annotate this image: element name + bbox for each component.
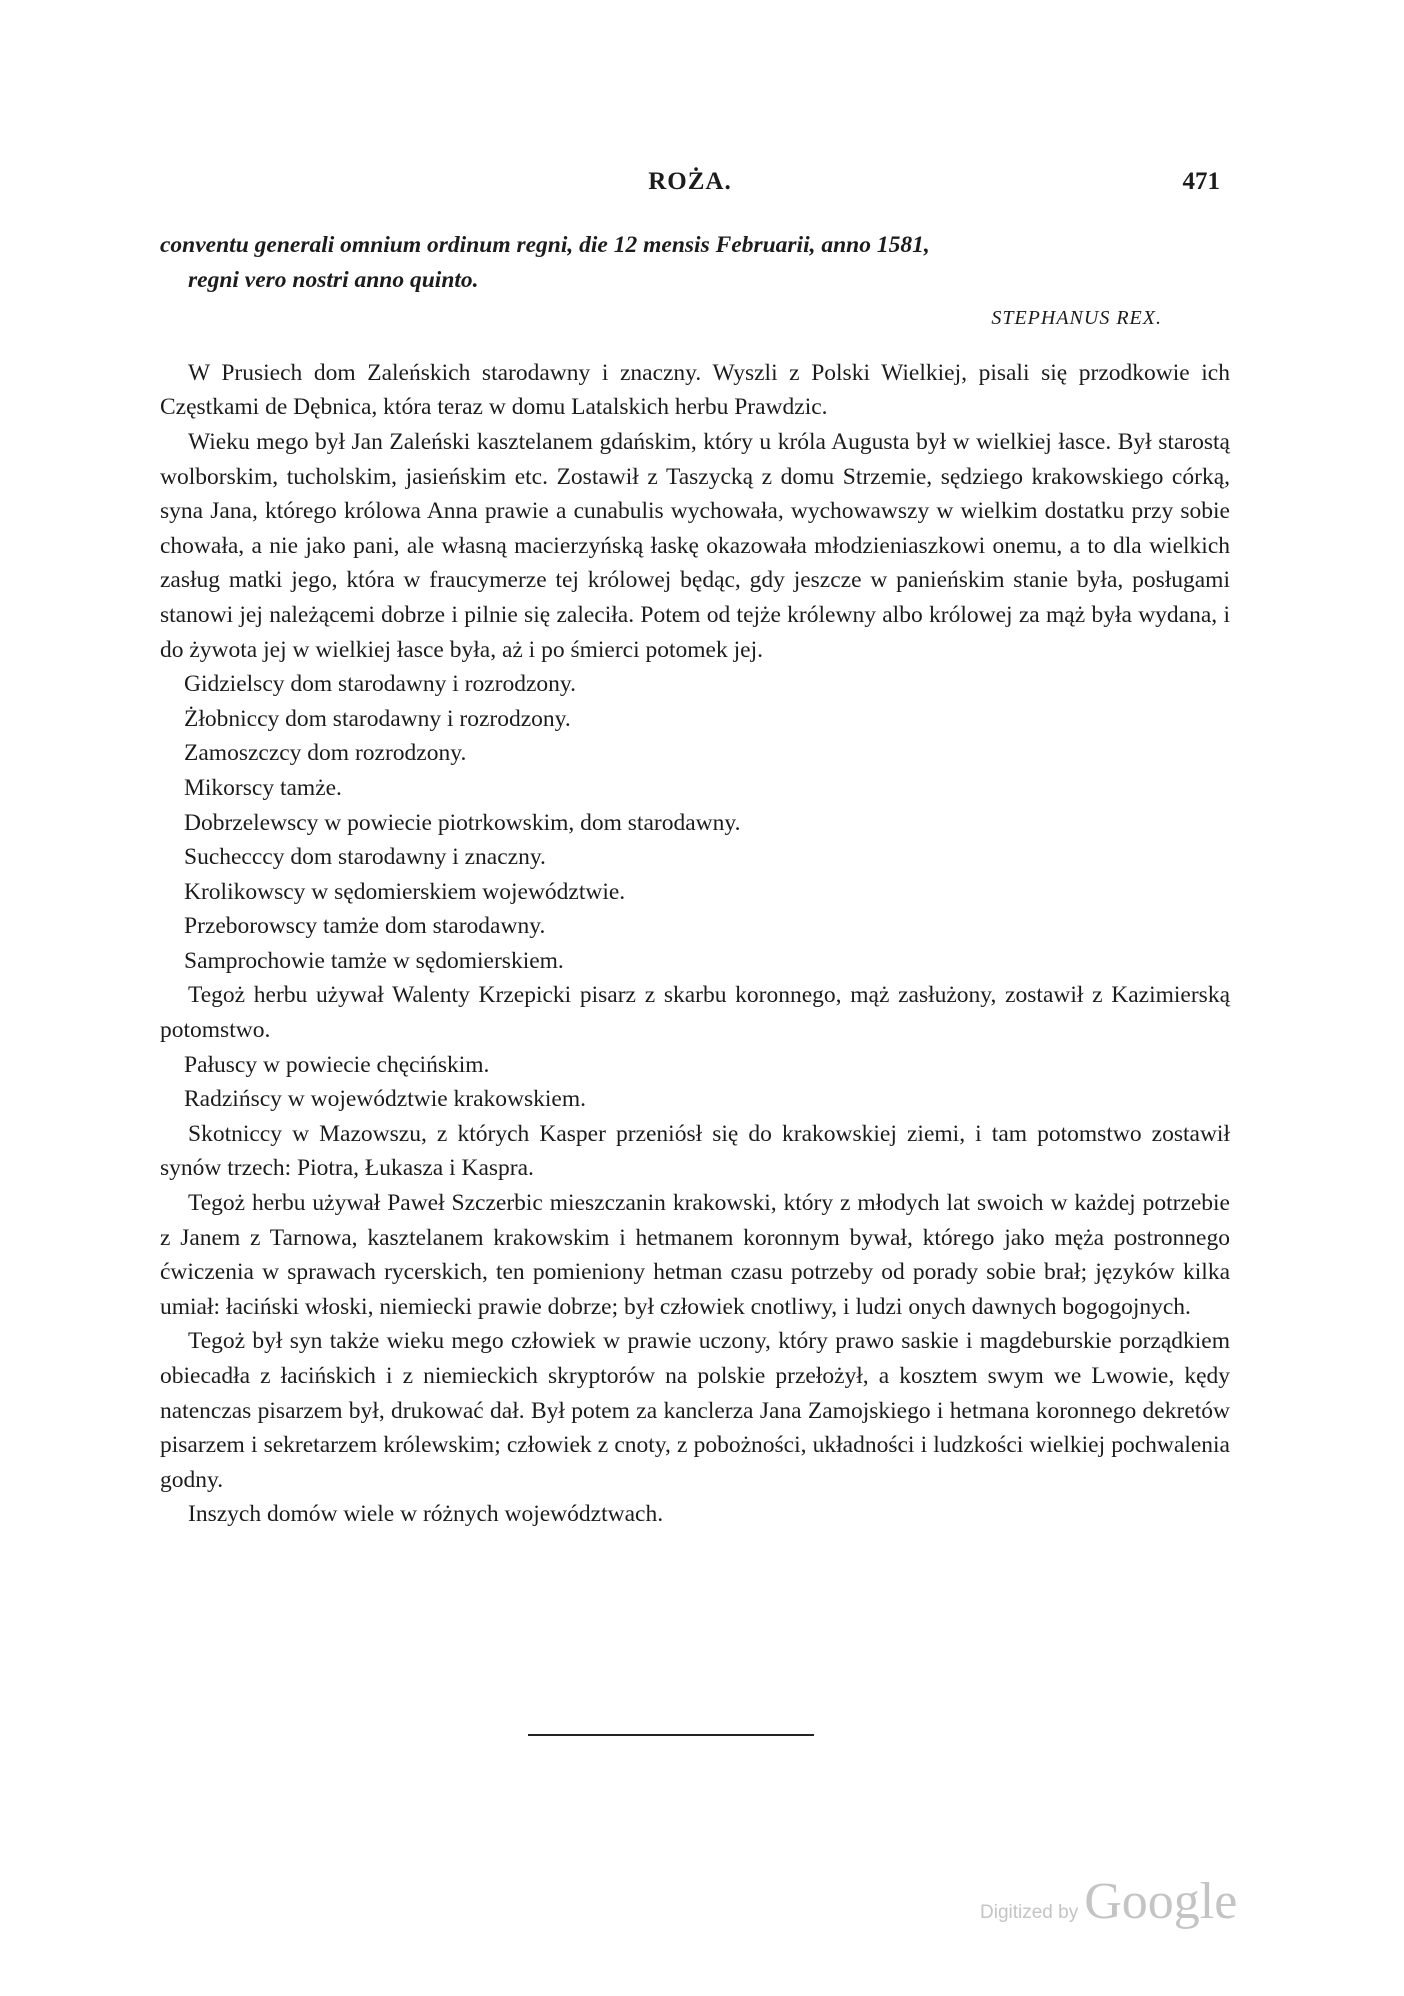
royal-signature: STEPHANUS REX. <box>991 307 1162 330</box>
family-entry: Dobrzelewscy w powiecie piotrkowskim, dom starodawny. <box>184 809 741 836</box>
paragraph: W Prusiech dom Zaleńskich starodawny i znaczny. Wyszli z Polski Wielkiej, pisali się przodkowie ich Częstkami de Dębnica, która teraz w domu Latalskich herbu Prawdzic. <box>160 359 1230 421</box>
paragraph: Skotniccy w Mazowszu, z których Kasper przeniósł się do krakowskiej ziemi, i tam potomstwo zostawił synów trzech: Piotra, Łukasza i Kaspra. <box>160 1120 1230 1182</box>
paragraph: Tegoż herbu używał Walenty Krzepicki pisarz z skarbu koronnego, mąż zasłużony, zostawił z Kazimierską potomstwo. <box>160 982 1230 1044</box>
page-number: 471 <box>1182 168 1220 195</box>
latin-line-1: conventu generali omnium ordinum regni, die 12 mensis Februarii, anno 1581, <box>160 232 930 258</box>
family-entry: Przeborowscy tamże dom starodawny. <box>184 913 546 940</box>
running-title: ROŻA. <box>648 168 732 195</box>
section-rule <box>528 1734 814 1736</box>
family-entry: Pałuscy w powiecie chęcińskim. <box>184 1051 490 1078</box>
paragraph: Wieku mego był Jan Zaleński kasztelanem gdańskim, który u króla Augusta był w wielkiej łasce. Był starostą wolborskim, tucholskim, jasieńskim etc. Zostawił z Taszycką z domu Strzemie, sędziego krakowskiego córką, syna Jana, którego królowa Anna prawie a cunabulis wychowała, wychowawszy w wielkim dostatku przy sobie chowała, a nie jako pani, ale własną macierzyńską łaskę okazowała młodzieniaszkowi onemu, a to dla wielkich zasług matki jego, która w fraucymerze tej królowej będąc, gdy jeszcze w panieńskim stanie była, posługami stanowi jej należącemi dobrze i pilnie się zaleciła. Potem od tejże królewny albo królowej za mąż była wydana, i do żywota jej w wielkiej łasce była, aż i po śmierci potomek jej. <box>160 428 1230 663</box>
family-entry: Suchecccy dom starodawny i znaczny. <box>184 844 546 871</box>
family-entry: Żłobniccy dom starodawny i rozrodzony. <box>184 705 571 732</box>
body-text <box>160 228 1230 1532</box>
google-logo: Google <box>1084 1873 1238 1930</box>
family-entry: Krolikowscy w sędomierskiem województwie. <box>184 878 626 905</box>
page-header <box>160 168 1220 208</box>
latin-line-2: regni vero nostri anno quinto. <box>188 266 479 293</box>
family-entry: Mikorscy tamże. <box>184 774 342 801</box>
paragraph: Tegoż był syn także wieku mego człowiek w prawie uczony, który prawo saskie i magdeburskie porządkiem obiecadła z łacińskich i z niemieckich skryptorów na polskie przełożył, a kosztem swym we Lwowie, kędy natenczas pisarzem był, drukować dał. Był potem za kanclerza Jana Zamojskiego i hetmana koronnego dekretów pisarzem i sekretarzem królewskim; człowiek z cnoty, z pobożności, układności i ludzkości wielkiej pochwalenia godny. <box>160 1328 1230 1493</box>
family-entry: Radzińscy w województwie krakowskiem. <box>184 1086 587 1113</box>
family-entry: Gidzielscy dom starodawny i rozrodzony. <box>184 671 576 698</box>
digitized-watermark <box>980 1872 1237 1931</box>
closing-line: Inszych domów wiele w różnych województwach. <box>188 1501 664 1528</box>
family-entry: Zamoszczcy dom rozrodzony. <box>184 740 467 767</box>
paragraph: Tegoż herbu używał Paweł Szczerbic mieszczanin krakowski, który z młodych lat swoich w każdej potrzebie z Janem z Tarnowa, kasztelanem krakowskim i hetmanem koronnym bywał, którego jako męża postronnego ćwiczenia w sprawach rycerskich, ten pomieniony hetman czasu potrzeby od porady sobie brał; języków kilka umiał: łaciński włoski, niemiecki prawie dobrze; był człowiek cnotliwy, i ludzi onych dawnych bogogojnych. <box>160 1190 1230 1320</box>
family-entry: Samprochowie tamże w sędomierskiem. <box>184 947 564 974</box>
watermark-prefix: Digitized by <box>980 1902 1079 1923</box>
